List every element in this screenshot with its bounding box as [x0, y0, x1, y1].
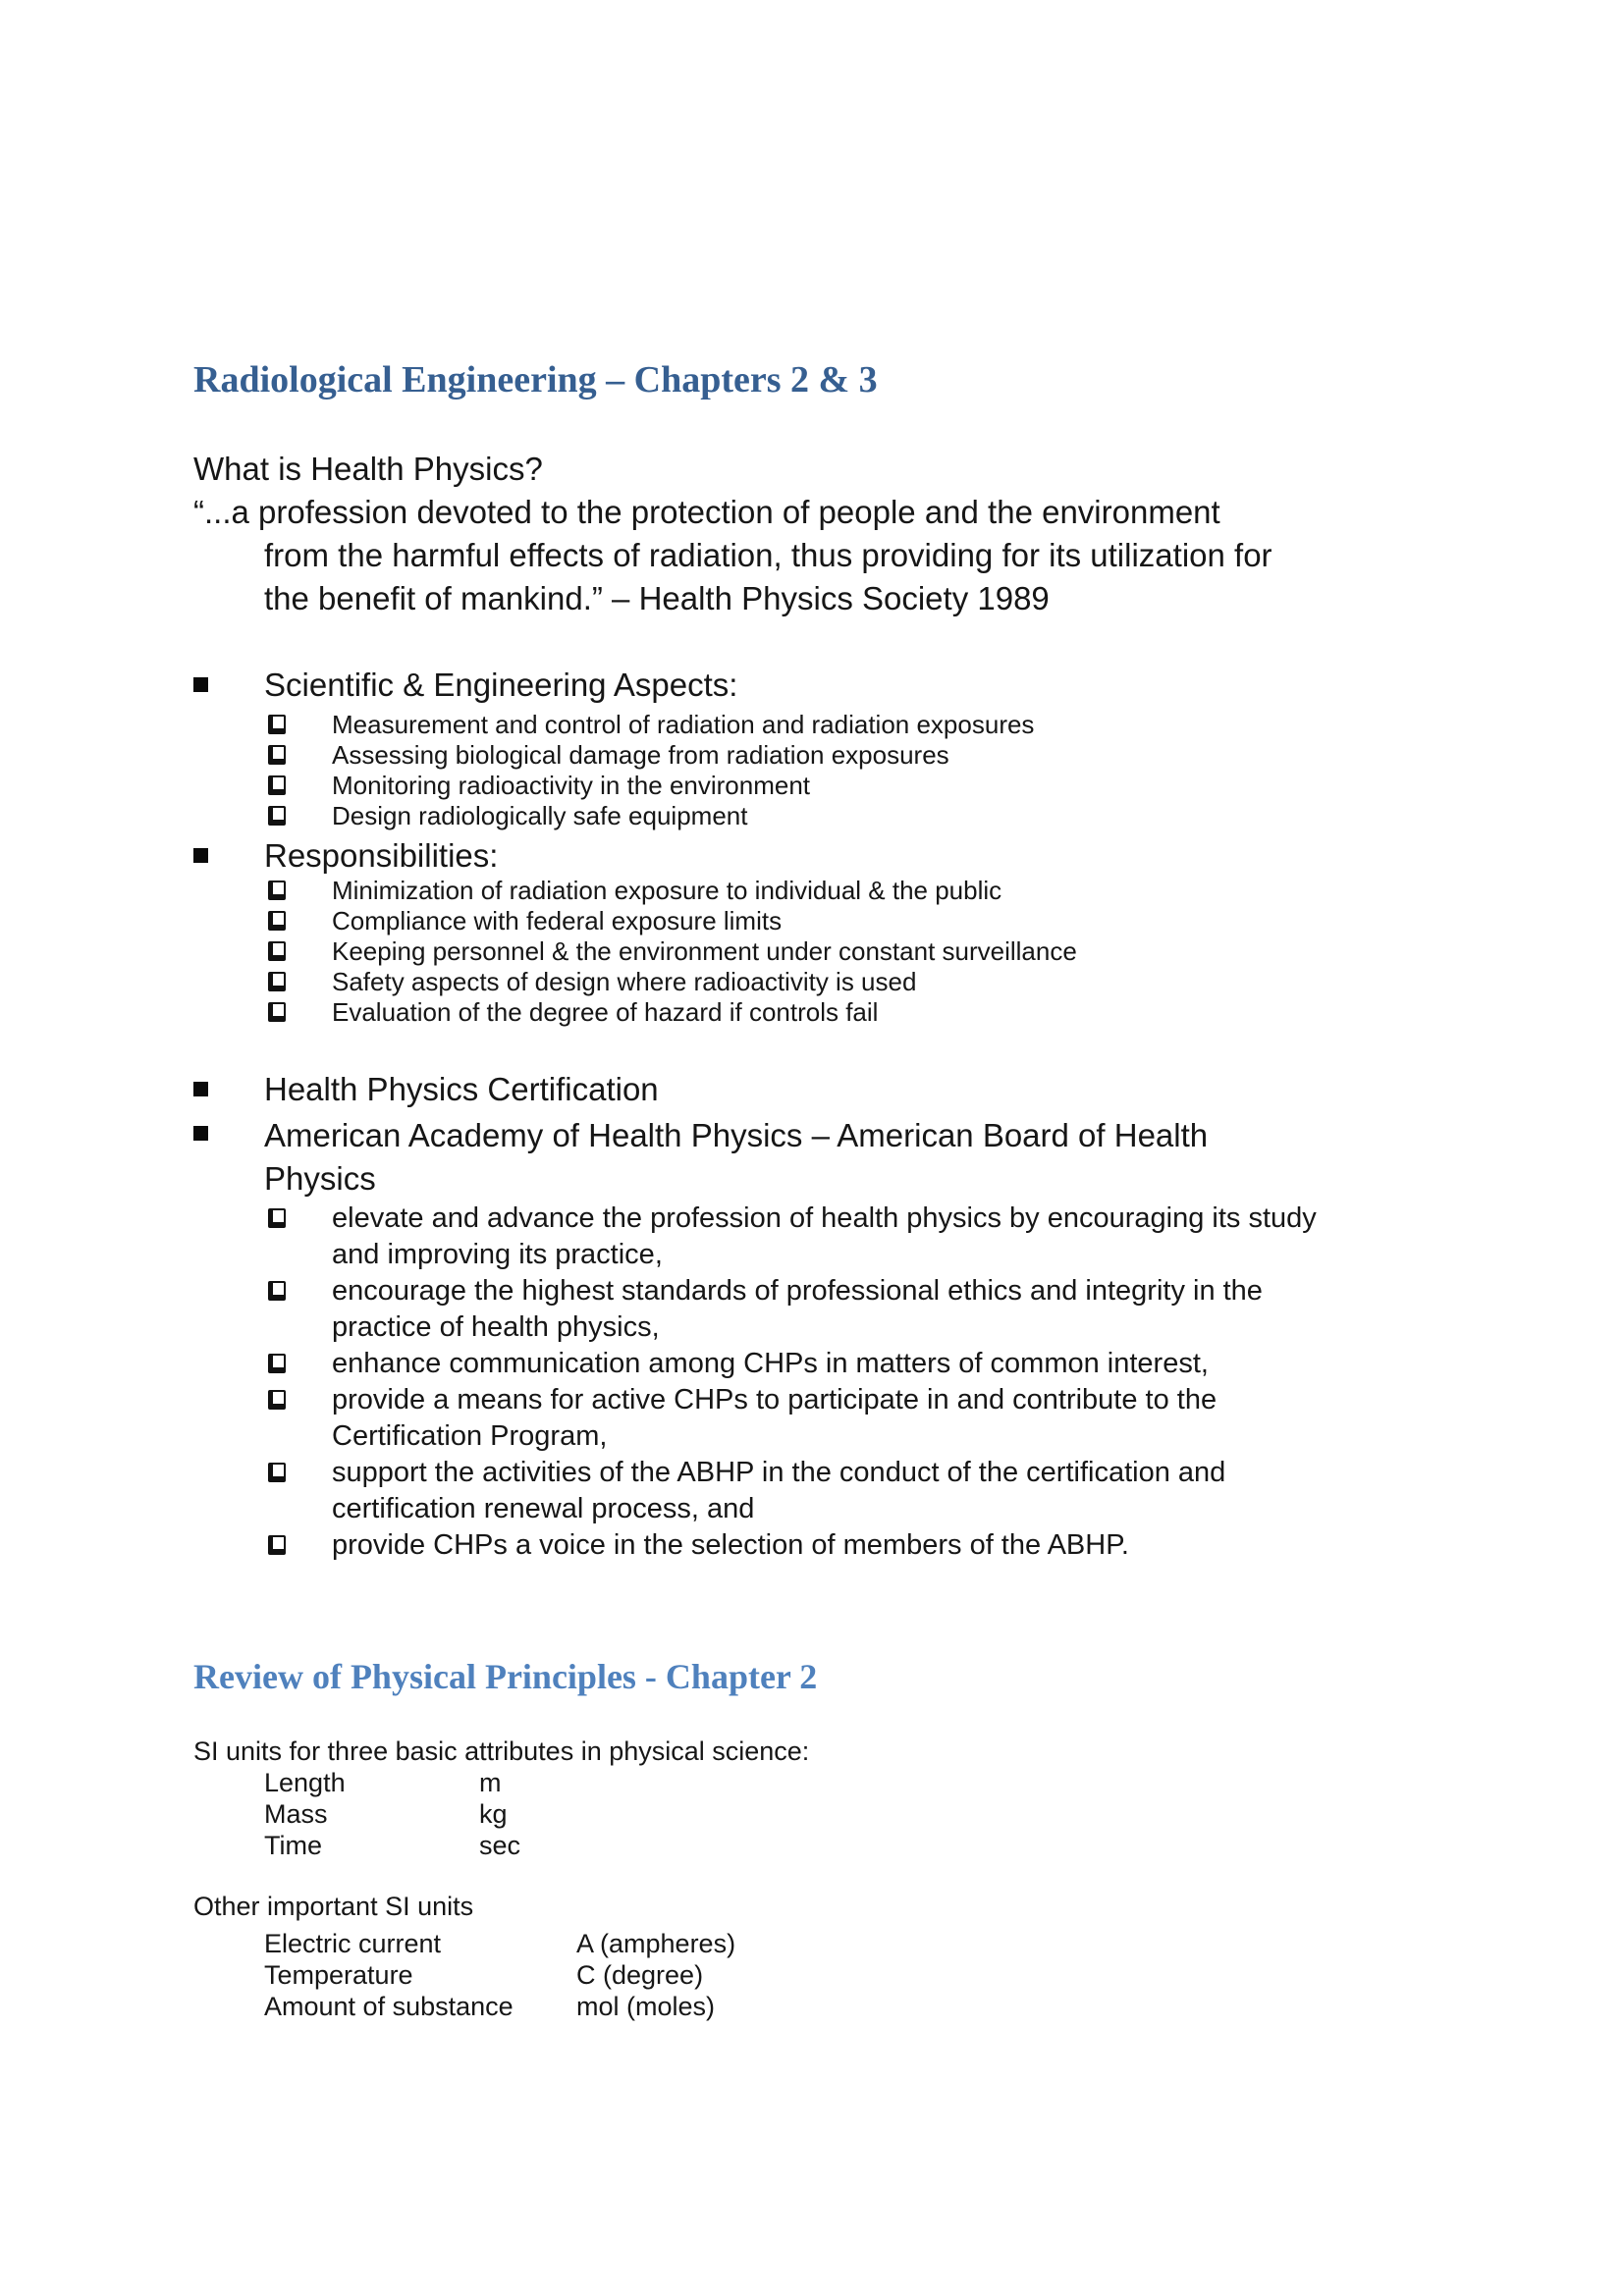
table-row — [193, 1928, 1480, 1959]
list-item-line: and improving its practice, — [332, 1239, 663, 1270]
checkbox-bullet-icon — [268, 1002, 286, 1022]
si-unit-value: C (degree) — [576, 1960, 704, 1990]
quote-line: “...a profession devoted to the protection of people and the environment — [193, 494, 1220, 530]
list-item-text — [332, 1346, 1209, 1382]
square-bullet-icon — [193, 677, 208, 692]
bullet-label: Responsibilities: — [264, 837, 499, 874]
list-item — [193, 1201, 1480, 1273]
list-item — [193, 906, 1480, 936]
list-item — [193, 967, 1480, 997]
checkbox-bullet-icon — [268, 806, 286, 826]
bullet-label — [264, 1114, 1208, 1201]
quote-line: from the harmful effects of radiation, thus providing for its utilization for — [264, 537, 1272, 573]
checkbox-bullet-icon — [268, 775, 286, 795]
checkbox-bullet-icon — [268, 1354, 286, 1373]
list-item-line: encourage the highest standards of professional ethics and integrity in the — [332, 1275, 1263, 1307]
list-item-text: Assessing biological damage from radiation exposures — [332, 740, 949, 770]
list-item-text — [332, 1455, 1225, 1527]
checkbox-bullet-icon — [268, 1463, 286, 1482]
intro-question: What is Health Physics? — [193, 451, 543, 487]
list-item — [193, 710, 1480, 740]
list-item-text: Monitoring radioactivity in the environment — [332, 771, 811, 800]
document-content — [193, 358, 1480, 2022]
list-item-text — [332, 1382, 1217, 1455]
list-item — [193, 1382, 1480, 1455]
si-unit-label: Length — [264, 1768, 346, 1797]
list-item-line: provide a means for active CHPs to participate in and contribute to the — [332, 1384, 1217, 1415]
checkbox-bullet-icon — [268, 941, 286, 961]
list-item — [193, 1455, 1480, 1527]
checkbox-bullet-icon — [268, 1390, 286, 1410]
bullet-label-line: American Academy of Health Physics – American Board of Health — [264, 1117, 1209, 1153]
page-title: Radiological Engineering – Chapters 2 & 3 — [193, 359, 878, 400]
si-unit-label: Amount of substance — [264, 1992, 514, 2021]
list-item-text — [332, 1273, 1263, 1346]
list-item-text: Minimization of radiation exposure to individual & the public — [332, 876, 1002, 905]
checkbox-bullet-icon — [268, 1281, 286, 1301]
checkbox-bullet-icon — [268, 911, 286, 931]
list-item — [193, 740, 1480, 771]
table-row — [193, 1798, 1480, 1830]
list-item-line: enhance communication among CHPs in matters of common interest, — [332, 1348, 1209, 1379]
list-item-line: practice of health physics, — [332, 1311, 660, 1343]
list-item-text — [332, 1201, 1317, 1273]
bullet-label-line: Physics — [264, 1160, 376, 1197]
list-item-line: provide CHPs a voice in the selection of members of the ABHP. — [332, 1529, 1129, 1561]
table-row — [193, 1767, 1480, 1798]
list-item — [193, 876, 1480, 906]
bullet-american-academy — [193, 1114, 1480, 1201]
si-unit-value: A (ampheres) — [576, 1929, 736, 1958]
list-item-text: Keeping personnel & the environment under constant surveillance — [332, 936, 1077, 966]
checkbox-bullet-icon — [268, 1208, 286, 1228]
si-unit-value: kg — [479, 1799, 508, 1829]
si-unit-label: Mass — [264, 1799, 328, 1829]
bullet-scientific-aspects — [193, 666, 1480, 705]
bullet-label: Scientific & Engineering Aspects: — [264, 667, 738, 703]
list-item — [193, 936, 1480, 967]
list-item — [193, 1527, 1480, 1564]
list-item-text — [332, 1527, 1129, 1564]
checkbox-bullet-icon — [268, 881, 286, 900]
responsibilities-items-list — [193, 876, 1480, 1028]
si-basic-units-table — [193, 1767, 1480, 1861]
quote-line: the benefit of mankind.” – Health Physics Society 1989 — [264, 580, 1050, 616]
list-item-text: Safety aspects of design where radioactivity is used — [332, 967, 917, 996]
list-item-text: Measurement and control of radiation and radiation exposures — [332, 710, 1035, 739]
list-item-line: Certification Program, — [332, 1420, 608, 1452]
si-unit-value: m — [479, 1768, 502, 1797]
table-row — [193, 1991, 1480, 2022]
si-other-units-intro: Other important SI units — [193, 1892, 474, 1921]
list-item-line: elevate and advance the profession of health physics by encouraging its study — [332, 1202, 1317, 1234]
si-unit-label: Electric current — [264, 1929, 442, 1958]
checkbox-bullet-icon — [268, 972, 286, 991]
square-bullet-icon — [193, 1082, 208, 1096]
bullet-label: Health Physics Certification — [264, 1071, 659, 1107]
list-item-text: Compliance with federal exposure limits — [332, 906, 783, 935]
si-unit-value: sec — [479, 1831, 521, 1860]
si-unit-label: Temperature — [264, 1960, 413, 1990]
list-item-text: Design radiologically safe equipment — [332, 801, 748, 830]
square-bullet-icon — [193, 848, 208, 863]
checkbox-bullet-icon — [268, 1535, 286, 1555]
certification-items-list — [193, 1201, 1480, 1564]
list-item-line: certification renewal process, and — [332, 1493, 755, 1524]
intro-quote — [193, 491, 1480, 620]
bullet-responsibilities — [193, 836, 1480, 876]
list-item-line: support the activities of the ABHP in the conduct of the certification and — [332, 1457, 1226, 1488]
table-row — [193, 1959, 1480, 1991]
si-other-units-table — [193, 1928, 1480, 2022]
list-item — [193, 771, 1480, 801]
list-item — [193, 801, 1480, 831]
checkbox-bullet-icon — [268, 715, 286, 734]
list-item — [193, 1273, 1480, 1346]
section-title: Review of Physical Principles - Chapter 2 — [193, 1657, 818, 1696]
si-units-intro: SI units for three basic attributes in physical science: — [193, 1736, 810, 1766]
list-item-text: Evaluation of the degree of hazard if controls fail — [332, 997, 879, 1027]
checkbox-bullet-icon — [268, 745, 286, 765]
scientific-items-list — [193, 710, 1480, 831]
table-row — [193, 1830, 1480, 1861]
list-item — [193, 997, 1480, 1028]
list-item — [193, 1346, 1480, 1382]
bullet-health-physics-certification — [193, 1070, 1480, 1109]
si-unit-value: mol (moles) — [576, 1992, 716, 2021]
si-unit-label: Time — [264, 1831, 322, 1860]
square-bullet-icon — [193, 1126, 208, 1141]
